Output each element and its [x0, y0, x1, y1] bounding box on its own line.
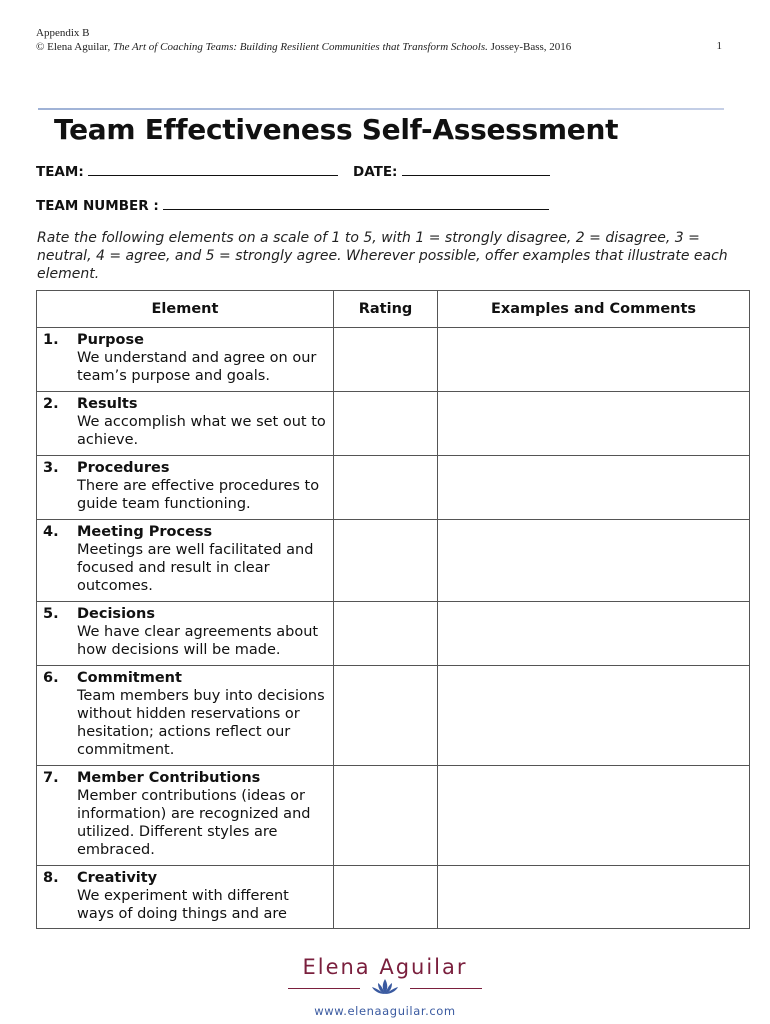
- element-description: Team members buy into decisions without hidden reservations or hesitation; actions reflect our commitment.: [77, 688, 325, 758]
- element-name: Results: [77, 396, 138, 412]
- lotus-icon: [370, 978, 400, 996]
- element-number: 5.: [43, 606, 59, 622]
- element-number: 3.: [43, 460, 59, 476]
- date-label: DATE:: [353, 164, 398, 180]
- comments-cell[interactable]: [438, 456, 750, 520]
- rating-cell[interactable]: [334, 602, 438, 666]
- footer-divider-left: [288, 988, 360, 989]
- table-row: [37, 328, 750, 392]
- element-number: 8.: [43, 870, 59, 886]
- citation-title: The Art of Coaching Teams: Building Resilient Communities that Transform Schools.: [112, 41, 488, 53]
- footer-brand: Elena Aguilar: [302, 955, 468, 979]
- team-input-line[interactable]: [88, 161, 338, 176]
- comments-cell[interactable]: [438, 766, 750, 866]
- element-description: There are effective procedures to guide team functioning.: [77, 478, 320, 512]
- element-number: 4.: [43, 524, 59, 540]
- element-name: Decisions: [77, 606, 155, 622]
- element-cell: [37, 328, 334, 392]
- element-number: 2.: [43, 396, 59, 412]
- team-number-input-line[interactable]: [163, 195, 549, 210]
- comments-cell[interactable]: [438, 392, 750, 456]
- footer-divider-right: [410, 988, 482, 989]
- element-cell: [37, 602, 334, 666]
- element-description: Meetings are well facilitated and focused and result in clear outcomes.: [77, 542, 314, 594]
- comments-cell[interactable]: [438, 866, 750, 929]
- comments-cell[interactable]: [438, 666, 750, 766]
- title-rule: [38, 108, 724, 110]
- table-row: [37, 602, 750, 666]
- rating-cell[interactable]: [334, 392, 438, 456]
- element-description: Member contributions (ideas or information) are recognized and utilized. Different styles are embraced.: [77, 788, 311, 858]
- date-field: [353, 161, 550, 180]
- citation-suffix: Jossey-Bass, 2016: [487, 41, 572, 53]
- team-number-label: TEAM NUMBER :: [36, 198, 159, 214]
- team-field: [36, 161, 338, 180]
- element-description: We accomplish what we set out to achieve.: [77, 414, 326, 448]
- element-number: 7.: [43, 770, 59, 786]
- element-name: Purpose: [77, 332, 144, 348]
- table-row: [37, 520, 750, 602]
- rating-cell[interactable]: [334, 328, 438, 392]
- header-element: Element: [37, 291, 334, 328]
- header-rating: Rating: [334, 291, 438, 328]
- citation-prefix: © Elena Aguilar,: [36, 41, 113, 53]
- page-title: Team Effectiveness Self-Assessment: [54, 113, 619, 146]
- header-examples: Examples and Comments: [438, 291, 750, 328]
- date-input-line[interactable]: [402, 161, 550, 176]
- rating-cell[interactable]: [334, 456, 438, 520]
- running-header: [36, 26, 571, 54]
- element-name: Commitment: [77, 670, 182, 686]
- element-cell: [37, 766, 334, 866]
- table-row: [37, 456, 750, 520]
- element-name: Creativity: [77, 870, 158, 886]
- table-row: [37, 866, 750, 929]
- table-row: [37, 666, 750, 766]
- element-number: 1.: [43, 332, 59, 348]
- element-cell: [37, 520, 334, 602]
- appendix-label: Appendix B: [36, 27, 90, 39]
- element-description: We understand and agree on our team’s purpose and goals.: [77, 350, 317, 384]
- team-label: TEAM:: [36, 164, 84, 180]
- table-header-row: [37, 291, 750, 328]
- instructions: Rate the following elements on a scale of 1 to 5, with 1 = strongly disagree, 2 = disagree, 3 = neutral, 4 = agree, and 5 = strongly agree. Wherever possible, offer examples that illustrate each element.: [37, 230, 728, 282]
- page-number: 1: [716, 40, 722, 52]
- element-cell: [37, 392, 334, 456]
- element-name: Meeting Process: [77, 524, 213, 540]
- element-description: We have clear agreements about how decisions will be made.: [77, 624, 319, 658]
- rating-cell[interactable]: [334, 766, 438, 866]
- rating-cell[interactable]: [334, 666, 438, 766]
- element-description: We experiment with different ways of doing things and are: [77, 888, 289, 922]
- element-cell: [37, 666, 334, 766]
- comments-cell[interactable]: [438, 602, 750, 666]
- citation: [36, 40, 571, 54]
- team-number-field: [36, 195, 549, 214]
- footer-url[interactable]: www.elenaaguilar.com: [314, 1004, 456, 1018]
- table-row: [37, 766, 750, 866]
- comments-cell[interactable]: [438, 328, 750, 392]
- comments-cell[interactable]: [438, 520, 750, 602]
- element-cell: [37, 456, 334, 520]
- assessment-table: [36, 290, 750, 929]
- element-number: 6.: [43, 670, 59, 686]
- table-row: [37, 392, 750, 456]
- element-name: Member Contributions: [77, 770, 261, 786]
- element-name: Procedures: [77, 460, 170, 476]
- rating-cell[interactable]: [334, 520, 438, 602]
- element-cell: [37, 866, 334, 929]
- rating-cell[interactable]: [334, 866, 438, 929]
